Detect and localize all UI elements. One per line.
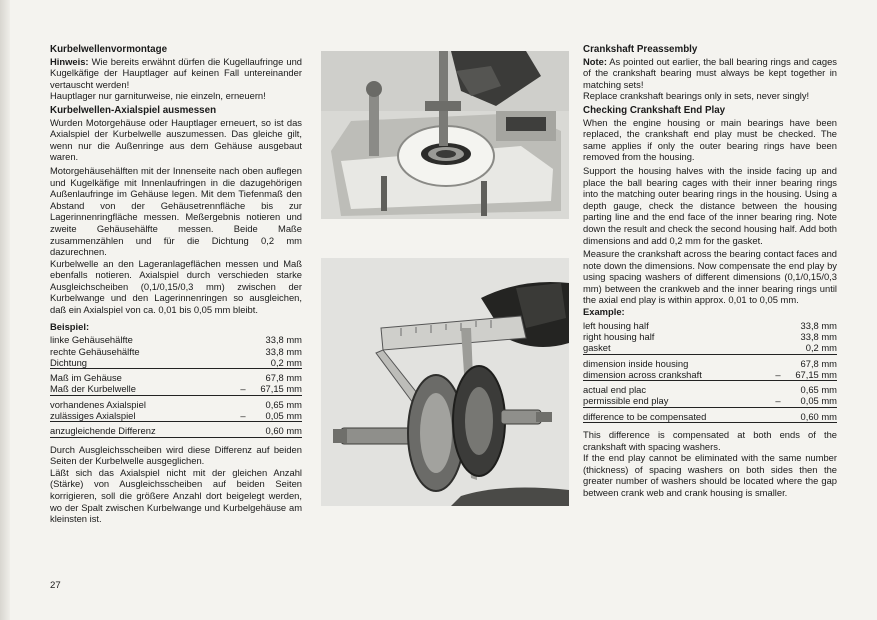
english-example-heading: Example: bbox=[583, 306, 625, 318]
german-paragraph-5: Läßt sich das Axialspiel nicht mit der gleichen Anzahl (Stärke) von Ausgleichsscheiben auf beiden Seiten korrigieren, soll die größere Anzahl dort beigelegt werden, wo der Spalt zwischen Kurbelwange und Kurbelgehäuse am kleinsten ist. bbox=[50, 466, 302, 525]
row-value: 33,8 mm bbox=[800, 319, 837, 331]
table-row bbox=[50, 383, 302, 395]
table-row bbox=[583, 395, 837, 407]
english-section1-title: Crankshaft Preassembly bbox=[583, 44, 698, 55]
german-section2-title: Kurbelwellen-Axialspiel ausmessen bbox=[50, 104, 217, 116]
row-value: 0,60 mm bbox=[800, 410, 837, 422]
row-value: 0,65 mm bbox=[265, 398, 302, 410]
row-value: 67,8 mm bbox=[800, 357, 837, 369]
english-paragraph-3: Measure the crankshaft across the bearing contact faces and note down the dimensions. Now compensate the end play by using spacing washers of different dimensions (0,1/0,15/0,3 mm) between the crankweb and the inner bearing rings until the axial end play is within approx. 0,01 to 0,05 mm. bbox=[583, 248, 837, 306]
german-note-text: Wie bereits erwähnt dürfen die Kugellaufringe und Kugelkäfige der Hauptlager auf keinen Fall untereinander vertauscht werden! bbox=[50, 55, 302, 90]
row-label: permissible end play bbox=[583, 395, 669, 407]
table-row bbox=[50, 346, 302, 357]
english-note2: Replace crankshaft bearings only in sets, never singly! bbox=[583, 90, 810, 102]
row-value: 0,05 mm bbox=[265, 410, 302, 422]
row-label: Maß der Kurbelwelle bbox=[50, 383, 136, 395]
table-row bbox=[50, 372, 302, 383]
row-label: Dichtung bbox=[50, 356, 88, 368]
row-label: dimension inside housing bbox=[583, 357, 689, 369]
german-paragraph-3: Kurbelwelle an den Lageranlageflächen messen und Maß ebenfalls notieren. Axialspiel durch verschieden starke Ausgleichscheiben (0,1/0,15/0,3 mm) zwischen der Kurbelwange und den Lagerinnenringen so ausgleichen, daß ein Axialspiel von ca. 0,01 bis 0,05 mm bleibt. bbox=[50, 257, 302, 316]
row-value: 33,8 mm bbox=[800, 330, 837, 342]
table-row bbox=[50, 357, 302, 369]
row-value: 0,2 mm bbox=[805, 342, 837, 354]
table-row bbox=[583, 320, 837, 331]
row-label: dimension across crankshaft bbox=[583, 368, 702, 380]
photo-caliper-crankshaft bbox=[321, 258, 569, 506]
photo-depth-gauge-housing bbox=[321, 51, 569, 219]
row-value: 67,15 mm bbox=[795, 368, 837, 380]
row-label: actual end plac bbox=[583, 384, 647, 396]
page-edge bbox=[0, 0, 10, 620]
row-value: 33,8 mm bbox=[265, 334, 302, 346]
english-note bbox=[583, 56, 837, 91]
row-label: linke Gehäusehälfte bbox=[50, 334, 133, 346]
german-note bbox=[50, 56, 302, 91]
german-example-table bbox=[50, 334, 302, 437]
table-row bbox=[50, 399, 302, 410]
page-number: 27 bbox=[50, 580, 61, 591]
row-label: gasket bbox=[583, 342, 611, 354]
row-value: 0,05 mm bbox=[800, 395, 837, 407]
table-row-total bbox=[583, 411, 837, 423]
row-label: Maß im Gehäuse bbox=[50, 372, 122, 384]
english-column bbox=[583, 44, 837, 499]
german-column bbox=[50, 44, 302, 525]
german-paragraph-2: Motorgehäusehälften mit der Innenseite nach oben auflegen und Kugelkäfige mit Innenlaufringen in die dazugehörigen Außenlaufringe im Gehäuse legen. Mit dem Tiefenmaß den Abstand von der Gehäusetrennfläche bis zur Lagerinnenringfläche messen. Meßergebnis notieren und zweite Gehäusehälfte messen. Beide Maße zusammenzählen und für die Dichtung 0,2 mm dazurechnen. bbox=[50, 164, 302, 258]
row-value: 0,65 mm bbox=[800, 384, 837, 396]
row-label: vorhandenes Axialspiel bbox=[50, 398, 146, 410]
english-paragraph-1: When the engine housing or main bearings have been replaced, the crankshaft end play must be checked. The same applies if only the outer bearing rings have been removed from the housing. bbox=[583, 116, 837, 163]
row-value: 67,15 mm bbox=[260, 383, 302, 395]
row-label: right housing half bbox=[583, 330, 655, 342]
table-row bbox=[50, 410, 302, 422]
german-note2: Hauptlager nur garniturweise, nie einzeln, erneuern! bbox=[50, 90, 266, 102]
row-label: zulässiges Axialspiel bbox=[50, 410, 136, 422]
row-label: rechte Gehäusehälfte bbox=[50, 345, 140, 357]
english-example-table bbox=[583, 320, 837, 423]
table-row bbox=[583, 369, 837, 381]
row-label: anzugleichende Differenz bbox=[50, 425, 156, 437]
table-row-total bbox=[50, 425, 302, 437]
english-paragraph-5: If the end play cannot be eliminated with the same number (thickness) of spacing washers on both sides then the greater number of washers should be located where the gap between crank web and crank housing is smaller. bbox=[583, 452, 837, 498]
row-operator: – bbox=[775, 395, 781, 407]
row-value: 0,2 mm bbox=[270, 356, 302, 368]
table-row bbox=[583, 358, 837, 369]
english-section2-title: Checking Crankshaft End Play bbox=[583, 104, 726, 116]
row-label: difference to be compensated bbox=[583, 410, 707, 422]
row-value: 33,8 mm bbox=[265, 345, 302, 357]
german-paragraph-4: Durch Ausgleichsscheiben wird diese Differenz auf beiden Seiten der Kurbelwelle ausgeglichen. bbox=[50, 443, 302, 467]
german-note-label: Hinweis: bbox=[50, 55, 89, 67]
table-row bbox=[583, 331, 837, 342]
row-value: 0,60 mm bbox=[265, 425, 302, 437]
row-operator: – bbox=[240, 410, 246, 422]
table-row bbox=[583, 384, 837, 395]
german-example-heading: Beispiel: bbox=[50, 320, 90, 332]
english-note-text: As pointed out earlier, the ball bearing rings and cages of the crankshaft bearing must always be kept together in matching sets! bbox=[583, 55, 837, 90]
german-section1-title: Kurbelwellenvormontage bbox=[50, 44, 168, 55]
english-paragraph-2: Support the housing halves with the inside facing up and place the ball bearing cages with their inner bearing rings into the matching outer bearing rings in the housing. Using a depth gauge, check the distance between the housing parting line and the end face of the inner bearing ring. Note down the result and check the second housing half. Add both dimensions and add 0,2 mm for the gasket. bbox=[583, 164, 837, 246]
english-note-label: Note: bbox=[583, 55, 607, 67]
german-paragraph-1: Wurden Motorgehäuse oder Hauptlager erneuert, so ist das Axialspiel der Kurbelwelle auszumessen. Das gleiche gilt, wenn nur die Außenringe aus dem Gehäuse ausgebaut waren. bbox=[50, 116, 302, 163]
row-value: 67,8 mm bbox=[265, 372, 302, 384]
english-paragraph-4: This difference is compensated at both ends of the crankshaft with spacing washers. bbox=[583, 429, 837, 452]
row-operator: – bbox=[775, 368, 781, 380]
row-operator: – bbox=[240, 383, 246, 395]
table-row bbox=[583, 342, 837, 354]
table-row bbox=[50, 334, 302, 345]
row-label: left housing half bbox=[583, 319, 649, 331]
